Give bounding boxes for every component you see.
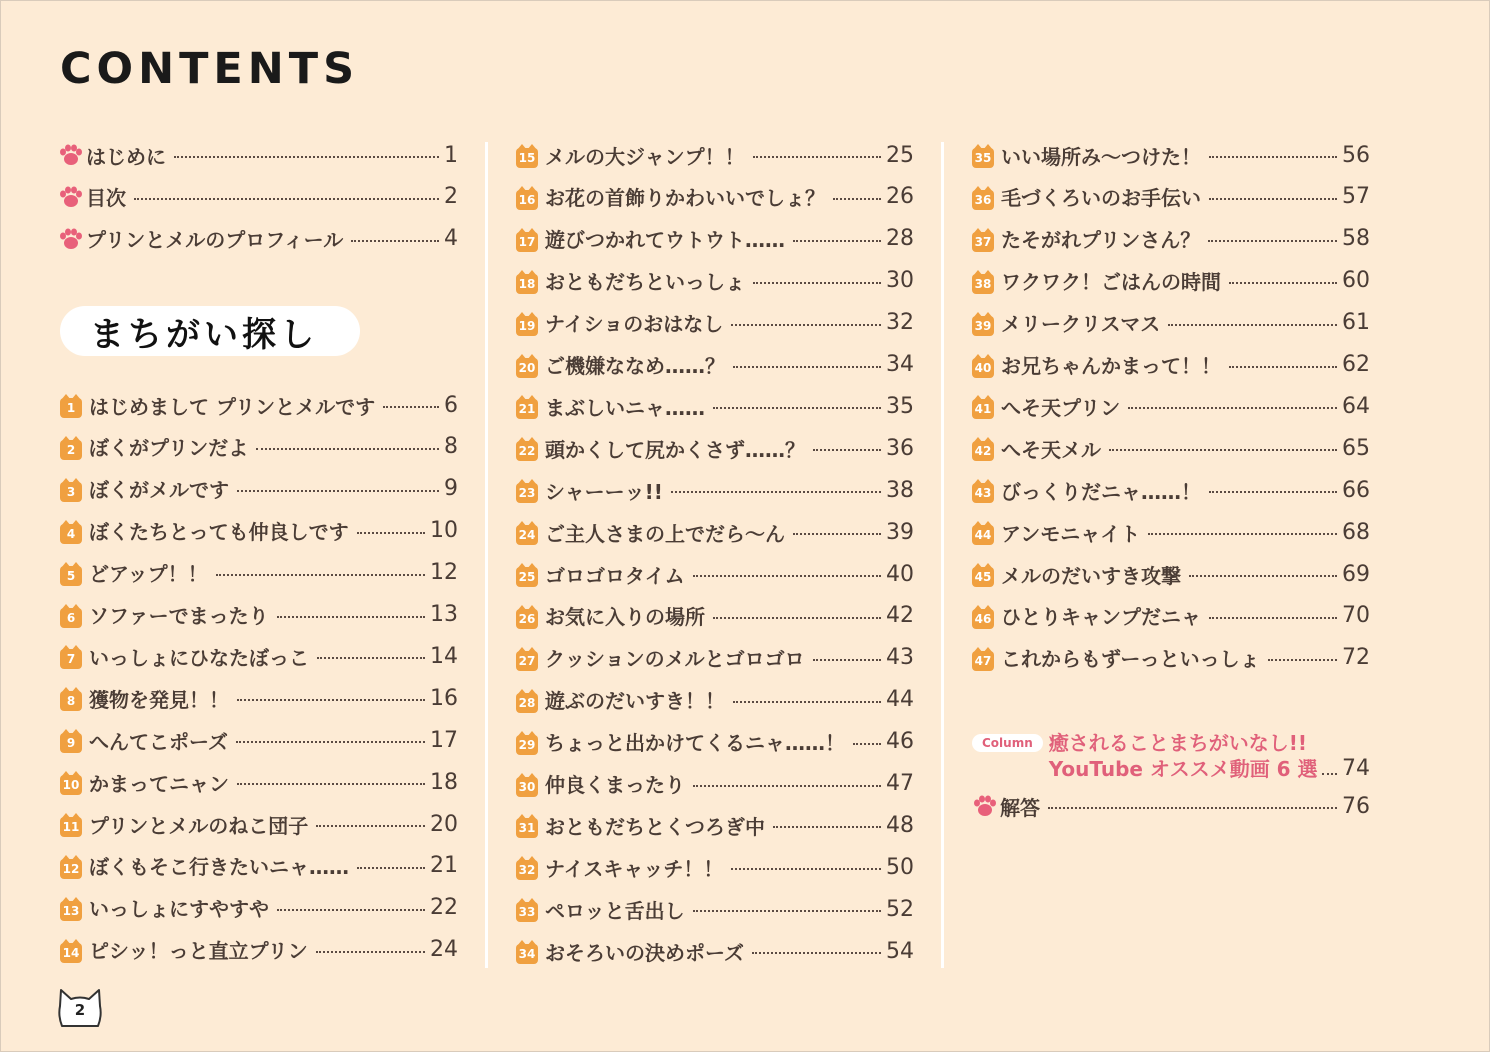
leader-dots bbox=[237, 783, 425, 785]
toc-item-label: メリークリスマス bbox=[1001, 312, 1161, 337]
leader-dots bbox=[1048, 807, 1337, 809]
cat-number-badge: 28 bbox=[516, 693, 538, 713]
toc-item-label: ご主人さまの上でだら〜ん bbox=[545, 521, 785, 546]
leader-dots bbox=[1189, 575, 1337, 577]
cat-number-badge: 29 bbox=[516, 735, 538, 755]
toc-item-page: 42 bbox=[886, 603, 914, 629]
leader-dots bbox=[753, 156, 881, 158]
toc-item-label: ぼくがプリンだよ bbox=[89, 436, 249, 461]
toc-item-label: 毛づくろいのお手伝い bbox=[1001, 186, 1201, 211]
toc-item-page: 2 bbox=[444, 184, 458, 210]
toc-item-label: メルの大ジャンプ！！ bbox=[545, 144, 745, 169]
cat-number-badge: 37 bbox=[972, 232, 994, 252]
toc-item-label: いっしょにひなたぼっこ bbox=[89, 645, 309, 670]
leader-dots bbox=[216, 574, 425, 576]
leader-dots bbox=[1128, 407, 1337, 409]
toc-item[interactable] bbox=[972, 472, 1370, 508]
toc-item-label: おともだちといっしょ bbox=[545, 270, 745, 295]
toc-item-page: 16 bbox=[430, 685, 458, 711]
cat-number-badge: 14 bbox=[60, 943, 82, 963]
toc-item-label: 解答 bbox=[1000, 795, 1040, 820]
page-number: 2 bbox=[74, 1001, 86, 1019]
toc-item-label: はじめに bbox=[86, 144, 166, 169]
toc-item[interactable] bbox=[60, 848, 458, 884]
cat-number-badge: 16 bbox=[516, 190, 538, 210]
toc-item-page: 25 bbox=[886, 142, 914, 168]
leader-dots bbox=[1209, 198, 1337, 200]
toc-item-label: ソファーでまったり bbox=[89, 604, 269, 628]
leader-dots bbox=[793, 240, 881, 242]
toc-item-page: 1 bbox=[444, 142, 458, 168]
cat-number-badge: 22 bbox=[516, 441, 538, 461]
toc-item[interactable] bbox=[516, 849, 914, 885]
leader-dots bbox=[813, 449, 881, 451]
paw-icon bbox=[972, 794, 998, 818]
leader-dots bbox=[1322, 773, 1337, 775]
toc-item-label: ぼくもそこ行きたいニャ…… bbox=[89, 855, 349, 880]
toc-item-label: これからもずーっといっしょ bbox=[1001, 647, 1260, 672]
toc-item-label: かまってニャン bbox=[89, 771, 229, 796]
leader-dots bbox=[1209, 491, 1337, 493]
toc-item-page: 12 bbox=[430, 560, 458, 586]
cat-number-badge: 3 bbox=[60, 482, 82, 502]
cat-number-badge: 45 bbox=[972, 567, 994, 587]
leader-dots bbox=[753, 282, 881, 284]
toc-item[interactable] bbox=[516, 766, 914, 802]
leader-dots bbox=[357, 532, 425, 534]
toc-item-label: びっくりだニャ……！ bbox=[1001, 479, 1201, 504]
leader-dots bbox=[671, 491, 881, 493]
cat-number-badge: 46 bbox=[972, 609, 994, 629]
cat-number-badge: 18 bbox=[516, 274, 538, 294]
toc-item-page: 13 bbox=[430, 602, 458, 627]
toc-item[interactable] bbox=[516, 598, 914, 634]
leader-dots bbox=[1208, 240, 1337, 242]
toc-item-label: ナイスキャッチ！！ bbox=[545, 856, 724, 881]
toc-item-page: 44 bbox=[886, 687, 914, 713]
toc-item-page: 43 bbox=[886, 645, 914, 671]
leader-dots bbox=[1229, 282, 1337, 284]
cat-number-badge: 7 bbox=[60, 649, 82, 669]
toc-item-label: 目次 bbox=[86, 186, 126, 211]
toc-item[interactable] bbox=[58, 137, 458, 173]
toc-item-page: 26 bbox=[886, 184, 914, 210]
toc-item-label: ひとりキャンプだニャ bbox=[1001, 605, 1201, 630]
toc-item-page: 65 bbox=[1342, 435, 1370, 461]
leader-dots bbox=[1209, 617, 1337, 619]
toc-item-page: 21 bbox=[430, 853, 458, 879]
toc-item-label: お気に入りの場所 bbox=[545, 605, 705, 630]
cat-number-badge: 6 bbox=[60, 608, 82, 628]
cat-number-badge: 47 bbox=[972, 651, 994, 671]
toc-item-page: 50 bbox=[886, 854, 914, 880]
toc-item[interactable] bbox=[972, 598, 1370, 634]
leader-dots bbox=[317, 657, 425, 659]
cat-number-badge: 39 bbox=[972, 316, 994, 336]
leader-dots bbox=[853, 743, 881, 745]
cat-number-badge: 43 bbox=[972, 483, 994, 503]
leader-dots bbox=[693, 575, 881, 577]
toc-item[interactable] bbox=[516, 388, 914, 424]
paw-icon bbox=[58, 227, 84, 251]
page-title: CONTENTS bbox=[60, 44, 360, 94]
toc-item[interactable] bbox=[60, 471, 458, 507]
cat-number-badge: 41 bbox=[972, 399, 994, 419]
paw-icon bbox=[58, 143, 84, 167]
toc-item-label: お兄ちゃんかまって！！ bbox=[1001, 354, 1221, 378]
toc-item-label: プリンとメルのねこ団子 bbox=[89, 813, 309, 838]
cat-number-badge: 44 bbox=[972, 525, 994, 545]
cat-number-badge: 30 bbox=[516, 777, 538, 797]
cat-number-badge: 8 bbox=[60, 691, 82, 711]
leader-dots bbox=[813, 659, 881, 661]
leader-dots bbox=[752, 952, 881, 954]
leader-dots bbox=[316, 825, 425, 827]
toc-item[interactable] bbox=[516, 891, 914, 927]
toc-item-page: 9 bbox=[444, 476, 458, 502]
toc-item-page: 10 bbox=[430, 518, 458, 544]
toc-item-page: 64 bbox=[1342, 393, 1370, 419]
leader-dots bbox=[236, 741, 425, 743]
leader-dots bbox=[1209, 156, 1337, 158]
toc-item-page: 4 bbox=[444, 226, 458, 252]
column-title-line2: YouTube オススメ動画 6 選 bbox=[1048, 757, 1318, 781]
toc-item[interactable] bbox=[60, 890, 458, 926]
toc-item-page: 68 bbox=[1342, 519, 1370, 545]
leader-dots bbox=[237, 699, 425, 701]
toc-item-page: 20 bbox=[430, 811, 458, 837]
toc-item-label: へそ天メル bbox=[1001, 437, 1101, 462]
toc-item-page: 48 bbox=[886, 812, 914, 838]
toc-item[interactable] bbox=[516, 305, 914, 341]
toc-item-column[interactable] bbox=[972, 728, 1370, 782]
toc-item[interactable] bbox=[972, 430, 1370, 466]
toc-item-page: 40 bbox=[886, 561, 914, 587]
toc-item[interactable] bbox=[516, 430, 914, 466]
leader-dots bbox=[733, 701, 881, 703]
leader-dots bbox=[1148, 533, 1337, 535]
toc-item-page: 17 bbox=[430, 727, 458, 753]
toc-item-page: 72 bbox=[1342, 645, 1370, 671]
toc-item-label: アンモニャイト bbox=[1001, 521, 1141, 546]
cat-number-badge: 13 bbox=[60, 901, 82, 921]
toc-item-page: 58 bbox=[1342, 226, 1370, 252]
toc-item-page: 54 bbox=[886, 938, 914, 964]
toc-item-label: まぶしいニャ…… bbox=[545, 395, 705, 420]
toc-item-label: ぼくがメルです bbox=[89, 478, 229, 503]
toc-item-page: 69 bbox=[1342, 561, 1370, 587]
toc-item-label: たそがれプリンさん？ bbox=[1001, 228, 1201, 253]
toc-item[interactable] bbox=[58, 221, 458, 257]
cat-number-badge: 33 bbox=[516, 902, 538, 922]
toc-item[interactable] bbox=[516, 807, 914, 843]
toc-item-page: 60 bbox=[1342, 268, 1370, 294]
leader-dots bbox=[277, 909, 425, 911]
section-heading bbox=[60, 306, 360, 356]
toc-item[interactable] bbox=[58, 179, 458, 215]
leader-dots bbox=[1268, 659, 1337, 661]
toc-item-label: ぼくたちとっても仲良しです bbox=[89, 520, 349, 545]
leader-dots bbox=[277, 616, 425, 618]
toc-item-label: おそろいの決めポーズ bbox=[545, 940, 744, 965]
toc-item-label: ご機嫌ななめ……？ bbox=[545, 354, 725, 378]
section-heading-text: まちがい探し bbox=[90, 314, 318, 355]
cat-number-badge: 38 bbox=[972, 274, 994, 294]
cat-number-badge: 25 bbox=[516, 567, 538, 587]
toc-item-page: 62 bbox=[1342, 352, 1370, 377]
paw-icon bbox=[58, 185, 84, 209]
toc-item-label: いい場所み〜つけた！ bbox=[1001, 144, 1201, 169]
toc-item[interactable] bbox=[972, 514, 1370, 550]
toc-item-page: 22 bbox=[430, 895, 458, 921]
cat-number-badge: 1 bbox=[60, 398, 82, 418]
toc-item-page: 36 bbox=[886, 435, 914, 461]
toc-item[interactable] bbox=[516, 556, 914, 592]
toc-item[interactable] bbox=[60, 555, 458, 591]
toc-item-page: 47 bbox=[886, 771, 914, 796]
toc-item-page: 14 bbox=[430, 643, 458, 669]
toc-item-label: ワクワク！ごはんの時間 bbox=[1001, 270, 1221, 295]
cat-number-badge: 20 bbox=[516, 358, 538, 378]
column-title bbox=[1049, 730, 1318, 782]
toc-item[interactable] bbox=[516, 472, 914, 508]
leader-dots bbox=[383, 406, 439, 408]
toc-item[interactable] bbox=[60, 722, 458, 758]
cat-number-badge: 15 bbox=[516, 148, 538, 168]
cat-number-badge: 40 bbox=[972, 358, 994, 378]
toc-item[interactable] bbox=[516, 263, 914, 299]
toc-item-page: 38 bbox=[886, 477, 914, 503]
toc-item[interactable] bbox=[972, 179, 1370, 215]
toc-item-label: 頭かくして尻かくさず……？ bbox=[545, 437, 805, 462]
toc-item-page: 28 bbox=[886, 226, 914, 252]
toc-item[interactable] bbox=[60, 597, 458, 633]
cat-number-badge: 17 bbox=[516, 232, 538, 252]
toc-item[interactable] bbox=[516, 514, 914, 550]
toc-item[interactable] bbox=[972, 221, 1370, 257]
leader-dots bbox=[793, 533, 881, 535]
toc-item-label: へそ天プリン bbox=[1001, 395, 1121, 420]
leader-dots bbox=[134, 198, 439, 200]
toc-item[interactable] bbox=[516, 347, 914, 383]
leader-dots bbox=[731, 324, 881, 326]
toc-item[interactable] bbox=[972, 263, 1370, 299]
cat-number-badge: 26 bbox=[516, 609, 538, 629]
toc-item-label: ナイショのおはなし bbox=[545, 312, 724, 337]
toc-item-label: ちょっと出かけてくるニャ……！ bbox=[545, 731, 845, 756]
leader-dots bbox=[256, 448, 439, 450]
cat-number-badge: 10 bbox=[60, 775, 82, 795]
toc-item-page: 56 bbox=[1342, 142, 1370, 168]
toc-item[interactable] bbox=[516, 640, 914, 676]
toc-item[interactable] bbox=[972, 305, 1370, 341]
cat-number-badge: 31 bbox=[516, 818, 538, 838]
toc-item-page: 74 bbox=[1342, 756, 1370, 781]
column-tag: Column bbox=[972, 734, 1043, 752]
leader-dots bbox=[316, 951, 425, 953]
toc-item-page: 32 bbox=[886, 310, 914, 336]
leader-dots bbox=[1109, 449, 1337, 451]
cat-number-badge: 19 bbox=[516, 316, 538, 336]
cat-number-badge: 2 bbox=[60, 440, 82, 460]
toc-item-label: ゴロゴロタイム bbox=[545, 563, 685, 588]
cat-number-badge: 35 bbox=[972, 148, 994, 168]
toc-item-page: 52 bbox=[886, 896, 914, 922]
toc-item-page: 57 bbox=[1342, 184, 1370, 210]
toc-item-label: ピシッ！っと直立プリン bbox=[89, 939, 308, 964]
toc-item-page: 6 bbox=[444, 392, 458, 418]
toc-item-label: メルのだいすき攻撃 bbox=[1001, 563, 1181, 588]
toc-item-page: 66 bbox=[1342, 477, 1370, 503]
toc-item[interactable] bbox=[60, 932, 458, 968]
toc-item-label: 遊ぶのだいすき！！ bbox=[545, 689, 725, 714]
cat-number-badge: 42 bbox=[972, 441, 994, 461]
toc-item-page: 39 bbox=[886, 519, 914, 545]
leader-dots bbox=[174, 156, 439, 158]
toc-item[interactable] bbox=[972, 388, 1370, 424]
leader-dots bbox=[237, 490, 439, 492]
toc-item-label: 仲良くまったり bbox=[545, 773, 685, 797]
cat-number-badge: 9 bbox=[60, 733, 82, 753]
toc-item[interactable] bbox=[516, 933, 914, 969]
toc-item[interactable] bbox=[516, 179, 914, 215]
leader-dots bbox=[1229, 366, 1337, 368]
toc-item-label: 遊びつかれてウトウト…… bbox=[545, 228, 785, 253]
toc-item[interactable] bbox=[60, 806, 458, 842]
toc-item-label: へんてこポーズ bbox=[89, 729, 228, 754]
toc-item[interactable] bbox=[972, 347, 1370, 383]
cat-number-badge: 5 bbox=[60, 566, 82, 586]
toc-item[interactable] bbox=[972, 640, 1370, 676]
column-divider bbox=[941, 142, 944, 968]
leader-dots bbox=[713, 617, 881, 619]
toc-item[interactable] bbox=[516, 682, 914, 718]
cat-number-badge: 36 bbox=[972, 190, 994, 210]
toc-item[interactable] bbox=[516, 137, 914, 173]
toc-item-label: いっしょにすやすや bbox=[89, 897, 269, 922]
leader-dots bbox=[351, 240, 439, 242]
toc-item-label: どアップ！！ bbox=[89, 562, 208, 587]
toc-item-page: 24 bbox=[430, 937, 458, 963]
cat-number-badge: 23 bbox=[516, 483, 538, 503]
leader-dots bbox=[693, 785, 881, 787]
cat-number-badge: 24 bbox=[516, 525, 538, 545]
toc-item-page: 46 bbox=[886, 729, 914, 755]
leader-dots bbox=[733, 366, 881, 368]
toc-item[interactable] bbox=[60, 638, 458, 674]
toc-item[interactable] bbox=[60, 680, 458, 716]
leader-dots bbox=[773, 826, 881, 828]
toc-item-page: 70 bbox=[1342, 603, 1370, 629]
column-divider bbox=[485, 142, 488, 968]
cat-number-badge: 4 bbox=[60, 524, 82, 544]
toc-item[interactable] bbox=[60, 513, 458, 549]
toc-item-label: ペロッと舌出し bbox=[545, 898, 685, 923]
toc-item-page: 34 bbox=[886, 352, 914, 377]
toc-item-label: 獲物を発見！！ bbox=[89, 687, 229, 712]
toc-item-label: お花の首飾りかわいいでしょ？ bbox=[545, 186, 825, 211]
leader-dots bbox=[833, 198, 881, 200]
cat-number-badge: 27 bbox=[516, 651, 538, 671]
cat-number-badge: 11 bbox=[60, 817, 82, 837]
toc-item-page: 61 bbox=[1342, 310, 1370, 336]
leader-dots bbox=[357, 867, 425, 869]
toc-item-label: シャーーッ!! bbox=[545, 479, 663, 504]
cat-number-badge: 12 bbox=[60, 859, 82, 879]
toc-item[interactable] bbox=[972, 556, 1370, 592]
toc-item[interactable] bbox=[60, 429, 458, 465]
toc-item-page: 35 bbox=[886, 393, 914, 419]
cat-number-badge: 21 bbox=[516, 399, 538, 419]
leader-dots bbox=[713, 407, 881, 409]
toc-item-answer[interactable] bbox=[972, 788, 1370, 824]
toc-item[interactable] bbox=[972, 137, 1370, 173]
toc-item-page: 18 bbox=[430, 769, 458, 795]
cat-number-badge: 34 bbox=[516, 944, 538, 964]
toc-item-page: 8 bbox=[444, 434, 458, 460]
toc-item-label: おともだちとくつろぎ中 bbox=[545, 814, 765, 839]
column-title-line1: 癒されることまちがいなし!! bbox=[1048, 731, 1308, 755]
toc-item-label: はじめまして プリンとメルです bbox=[89, 394, 376, 419]
toc-item-label: プリンとメルのプロフィール bbox=[86, 228, 344, 253]
leader-dots bbox=[731, 868, 881, 870]
leader-dots bbox=[693, 910, 881, 912]
toc-item-label: クッションのメルとゴロゴロ bbox=[545, 647, 805, 672]
toc-item-page: 30 bbox=[886, 268, 914, 294]
cat-number-badge: 32 bbox=[516, 860, 538, 880]
toc-item[interactable] bbox=[60, 387, 458, 423]
toc-item-page: 76 bbox=[1342, 793, 1370, 819]
toc-item[interactable] bbox=[516, 724, 914, 760]
leader-dots bbox=[1168, 324, 1337, 326]
toc-item[interactable] bbox=[60, 764, 458, 800]
toc-item[interactable] bbox=[516, 221, 914, 257]
